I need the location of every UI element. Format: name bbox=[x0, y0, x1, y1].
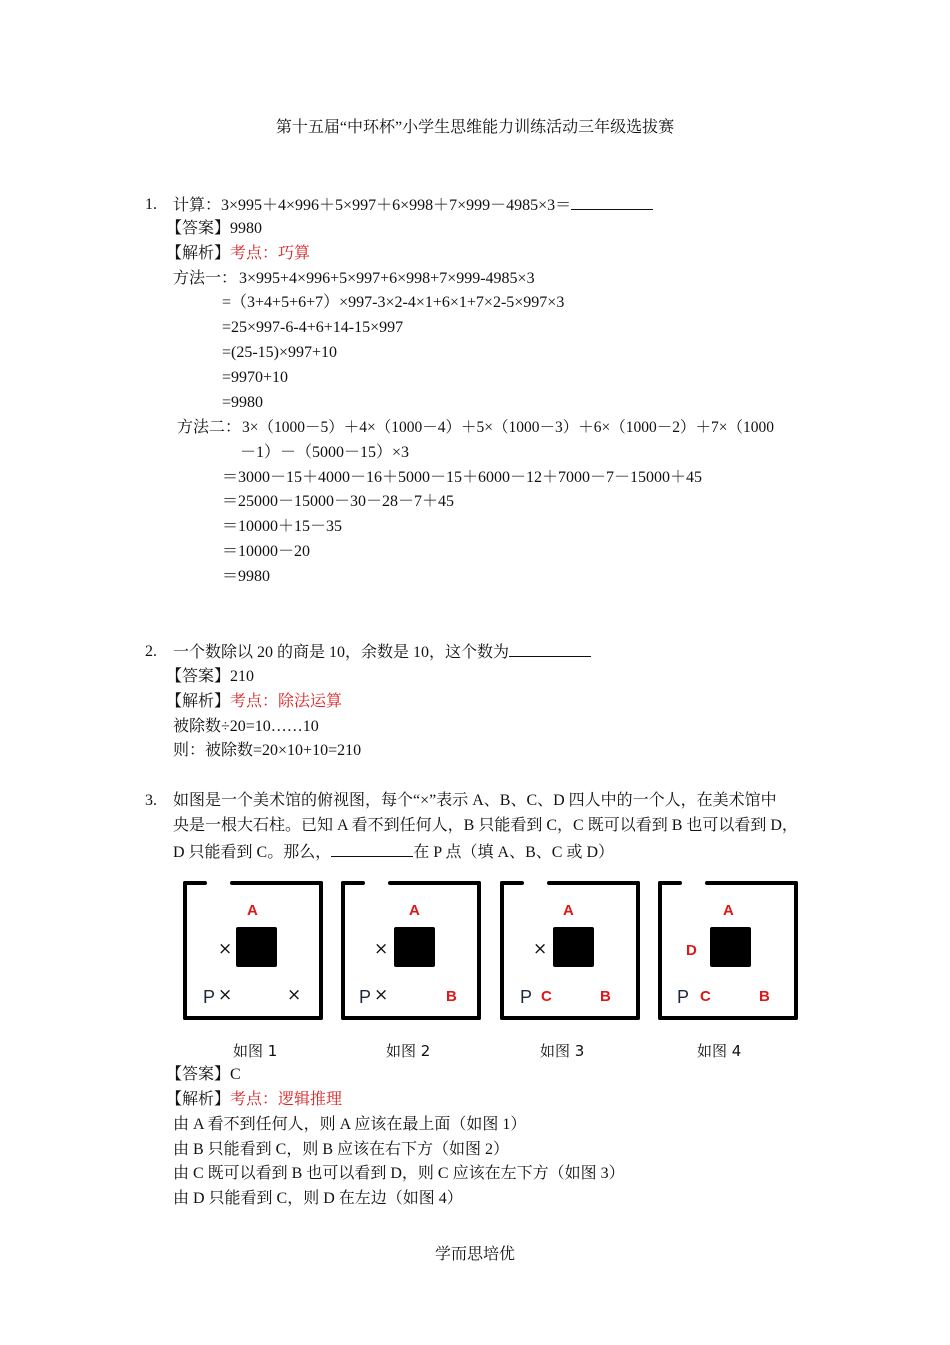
q1-method1-line: 3×995+4×996+5×997+6×998+7×999-4985×3 bbox=[239, 270, 535, 287]
q2-answer bbox=[166, 667, 254, 687]
figure-caption: 如图 3 bbox=[540, 1042, 585, 1060]
stone-pillar bbox=[394, 927, 435, 967]
q3-answer bbox=[166, 1065, 241, 1085]
position-bottom-left: × bbox=[218, 985, 233, 1005]
wall bbox=[658, 1016, 798, 1020]
wall bbox=[388, 881, 481, 885]
q1-method2-line: 3×（1000－5）＋4×（1000－4）＋5×（1000－3）＋6×（1000－2）＋7×（1000 bbox=[242, 419, 774, 436]
q1-method1-line: =(25-15)×997+10 bbox=[222, 344, 338, 361]
topic-label: 考点：巧算 bbox=[230, 245, 311, 262]
position-bottom-right: × bbox=[287, 985, 302, 1005]
wall bbox=[341, 881, 345, 1020]
q1-method1-line: =25×997-6-4+6+14-15×997 bbox=[222, 319, 404, 336]
wall bbox=[319, 881, 323, 1020]
position-bottom-left: C bbox=[700, 988, 711, 1005]
q2-number: 2. bbox=[145, 643, 157, 660]
q1-answer-blank bbox=[571, 195, 653, 210]
q3-number: 3. bbox=[145, 792, 157, 809]
position-top: A bbox=[247, 902, 258, 919]
topic-label: 考点：逻辑推理 bbox=[230, 1091, 343, 1108]
position-bottom-right: B bbox=[600, 988, 611, 1005]
q1-method1-label: 方法一： bbox=[173, 270, 238, 287]
figure-2 bbox=[341, 881, 481, 1020]
q3-question-tail: 在 P 点（填 A、B、C 或 D） bbox=[413, 844, 614, 861]
position-bottom-right: B bbox=[759, 988, 770, 1005]
q3-question-line: 央是一根大石柱。已知 A 看不到任何人，B 只能看到 C，C 既可以看到 B 也可以看到 D， bbox=[173, 817, 798, 834]
q3-question-line: 如图是一个美术馆的俯视图，每个“×”表示 A、B、C、D 四人中的一个人，在美术馆中 bbox=[173, 792, 777, 809]
q1-method2-line: －1）－（5000－15）×3 bbox=[240, 444, 410, 461]
wall bbox=[500, 881, 504, 1020]
figure-caption: 如图 1 bbox=[233, 1042, 278, 1060]
wall bbox=[183, 1016, 323, 1020]
wall bbox=[794, 881, 798, 1020]
position-left: × bbox=[533, 939, 548, 959]
page-footer: 学而思培优 bbox=[434, 1246, 515, 1263]
q1-analysis bbox=[166, 244, 310, 264]
position-top: A bbox=[409, 902, 420, 919]
q1-answer bbox=[166, 219, 262, 239]
wall bbox=[500, 1016, 640, 1020]
wall bbox=[183, 881, 187, 1020]
q3-analysis bbox=[166, 1090, 342, 1110]
wall bbox=[500, 881, 524, 885]
q1-method1-line: =9970+10 bbox=[222, 369, 289, 386]
q2-analysis bbox=[166, 692, 342, 712]
position-bottom-left: C bbox=[541, 988, 552, 1005]
stone-pillar bbox=[236, 927, 277, 967]
q1-method2-label: 方法二： bbox=[177, 419, 242, 436]
q1-method2-line: ＝10000－20 bbox=[222, 543, 311, 560]
document-title: 第十五届“中环杯”小学生思维能力训练活动三年级选拔赛 bbox=[275, 119, 675, 136]
figure-1 bbox=[183, 881, 323, 1020]
q3-line: 由 D 只能看到 C，则 D 在左边（如图 4） bbox=[173, 1190, 463, 1207]
stone-pillar bbox=[710, 927, 751, 967]
wall bbox=[477, 881, 481, 1020]
figure-caption: 如图 2 bbox=[386, 1042, 431, 1060]
point-p-label: P bbox=[677, 987, 690, 1007]
q1-question bbox=[173, 195, 653, 216]
analysis-label: 【解析】 bbox=[166, 1091, 231, 1108]
position-top: A bbox=[563, 902, 574, 919]
q3-line: 由 B 只能看到 C，则 B 应该在右下方（如图 2） bbox=[173, 1141, 510, 1158]
point-p-label: P bbox=[359, 987, 372, 1007]
answer-value: 9980 bbox=[230, 220, 263, 237]
q3-question-line bbox=[173, 842, 614, 863]
position-bottom-left: × bbox=[374, 985, 389, 1005]
position-left: × bbox=[374, 939, 389, 959]
figure-3 bbox=[500, 881, 640, 1020]
q1-method2-line: ＝3000－15＋4000－16＋5000－15＋6000－12＋7000－7－15000＋45 bbox=[222, 469, 703, 486]
q2-question-text: 一个数除以 20 的商是 10，余数是 10，这个数为 bbox=[173, 644, 510, 661]
analysis-label: 【解析】 bbox=[166, 245, 231, 262]
wall bbox=[341, 1016, 481, 1020]
wall bbox=[183, 881, 207, 885]
wall bbox=[636, 881, 640, 1020]
point-p-label: P bbox=[520, 987, 533, 1007]
wall bbox=[547, 881, 640, 885]
position-bottom-right: B bbox=[446, 988, 457, 1005]
position-left: D bbox=[686, 942, 697, 959]
q1-method2-line: ＝9980 bbox=[222, 568, 271, 585]
q2-line: 则：被除数=20×10+10=210 bbox=[173, 742, 362, 759]
answer-label: 【答案】 bbox=[166, 1066, 231, 1083]
q1-question-text: 计算：3×995＋4×996＋5×997＋6×998＋7×999－4985×3＝ bbox=[173, 197, 572, 214]
q3-answer-blank bbox=[331, 842, 413, 857]
q2-question bbox=[173, 642, 591, 663]
analysis-label: 【解析】 bbox=[166, 693, 231, 710]
wall bbox=[705, 881, 798, 885]
position-left: × bbox=[218, 939, 233, 959]
q1-method2-line: ＝10000＋15－35 bbox=[222, 518, 343, 535]
q3-line: 由 A 看不到任何人，则 A 应该在最上面（如图 1） bbox=[173, 1116, 527, 1133]
q1-method1-line: =9980 bbox=[222, 394, 264, 411]
q3-line: 由 C 既可以看到 B 也可以看到 D，则 C 应该在左下方（如图 3） bbox=[173, 1165, 625, 1182]
figure-caption: 如图 4 bbox=[697, 1042, 742, 1060]
answer-value: C bbox=[230, 1066, 241, 1083]
answer-label: 【答案】 bbox=[166, 220, 231, 237]
wall bbox=[658, 881, 682, 885]
q1-method2-line: ＝25000－15000－30－28－7＋45 bbox=[222, 493, 455, 510]
point-p-label: P bbox=[203, 987, 216, 1007]
answer-label: 【答案】 bbox=[166, 668, 231, 685]
q3-question-text: D 只能看到 C。那么， bbox=[173, 844, 332, 861]
stone-pillar bbox=[553, 927, 594, 967]
q1-number: 1. bbox=[145, 196, 157, 213]
q1-method1-line: =（3+4+5+6+7）×997-3×2-4×1+6×1+7×2-5×997×3 bbox=[222, 294, 565, 311]
position-top: A bbox=[723, 902, 734, 919]
answer-value: 210 bbox=[230, 668, 255, 685]
q2-line: 被除数÷20=10……10 bbox=[173, 718, 319, 735]
wall bbox=[341, 881, 365, 885]
figure-4 bbox=[658, 881, 798, 1020]
wall bbox=[230, 881, 323, 885]
q2-answer-blank bbox=[509, 642, 591, 657]
wall bbox=[658, 881, 662, 1020]
topic-label: 考点：除法运算 bbox=[230, 693, 343, 710]
